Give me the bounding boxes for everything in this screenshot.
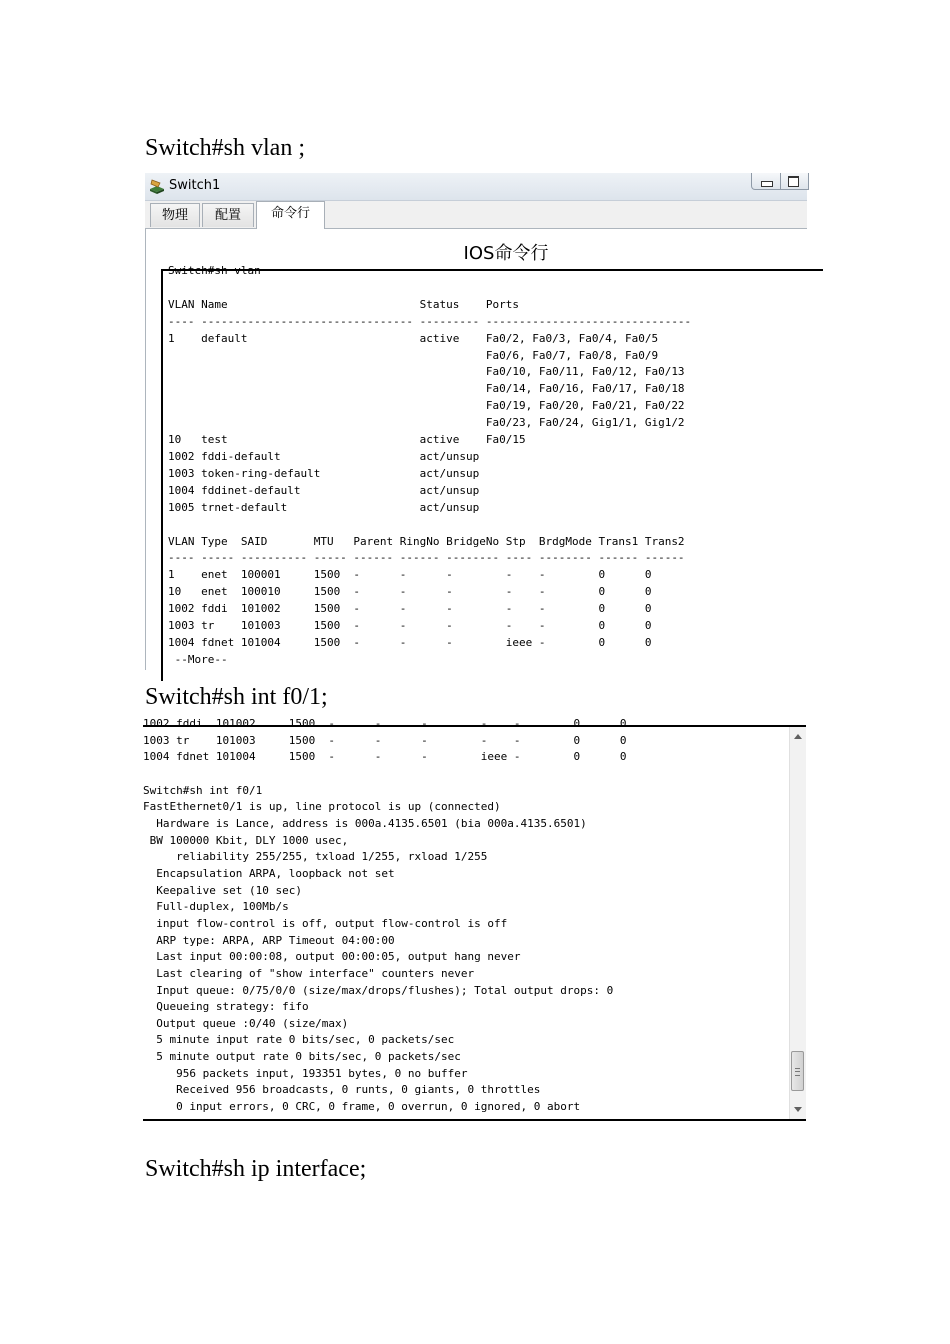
- console-line: 5 minute output rate 0 bits/sec, 0 packets/sec: [143, 1050, 461, 1064]
- scroll-down-arrow-icon[interactable]: [794, 1107, 802, 1112]
- console-line: Queueing strategy: fifo: [143, 1000, 309, 1014]
- terminal-line: Switch#sh vlan: [168, 264, 261, 277]
- terminal-line: ---- ----- ---------- ----- ------ ------ -------- ---- -------- ------ ------: [168, 551, 685, 565]
- console-line: Hardware is Lance, address is 000a.4135.6501 (bia 000a.4135.6501): [143, 816, 587, 830]
- panel-title: IOS命令行: [463, 243, 549, 264]
- console-line: Encapsulation ARPA, loopback not set: [143, 866, 395, 880]
- switch1-window: [145, 173, 807, 670]
- tab-cli[interactable]: 命令行: [256, 201, 325, 229]
- heading-sh-ip-interface: Switch#sh ip interface;: [145, 1156, 367, 1182]
- scroll-up-arrow-icon[interactable]: [794, 734, 802, 739]
- console-line: 1004 fdnet 101004 1500 - - - ieee - 0 0: [143, 750, 627, 764]
- console-line: Received 956 broadcasts, 0 runts, 0 giants, 0 throttles: [143, 1083, 541, 1097]
- tab-bar: [145, 201, 807, 229]
- vertical-scrollbar[interactable]: [789, 727, 806, 1119]
- terminal-line: 10 test active Fa0/15: [168, 433, 526, 447]
- terminal-line: --More--: [168, 652, 228, 666]
- console-line: Input queue: 0/75/0/0 (size/max/drops/flushes); Total output drops: 0: [143, 983, 614, 997]
- packet-tracer-switch-icon: [148, 177, 166, 195]
- console-line: reliability 255/255, txload 1/255, rxload 1/255: [143, 850, 488, 864]
- terminal-output: [168, 263, 691, 669]
- window-title: Switch1: [169, 178, 221, 193]
- heading-sh-vlan: Switch#sh vlan ;: [145, 135, 305, 161]
- ios-terminal[interactable]: [161, 264, 823, 681]
- terminal-line: Fa0/19, Fa0/20, Fa0/21, Fa0/22: [168, 399, 685, 413]
- terminal-line: 1004 fddinet-default act/unsup: [168, 483, 480, 497]
- maximize-button[interactable]: [780, 173, 809, 190]
- terminal-line: 1 default active Fa0/2, Fa0/3, Fa0/4, Fa0/5: [168, 331, 659, 345]
- terminal-line: ---- -------------------------------- --------- -------------------------------: [168, 314, 692, 328]
- terminal-line: 1003 token-ring-default act/unsup: [168, 466, 480, 480]
- terminal-line: 1 enet 100001 1500 - - - - - 0 0: [168, 568, 652, 582]
- terminal-line: Fa0/6, Fa0/7, Fa0/8, Fa0/9: [168, 348, 659, 362]
- console-line: input flow-control is off, output flow-control is off: [143, 916, 508, 930]
- console-line: Switch#sh int f0/1: [143, 783, 263, 797]
- terminal-line: 1005 trnet-default act/unsup: [168, 500, 480, 514]
- terminal-line: 1002 fddi-default act/unsup: [168, 449, 480, 463]
- console-line: BW 100000 Kbit, DLY 1000 usec,: [143, 833, 349, 847]
- console-line: ARP type: ARPA, ARP Timeout 04:00:00: [143, 933, 395, 947]
- console-line: Last input 00:00:08, output 00:00:05, output hang never: [143, 950, 521, 964]
- console-line: 5 minute input rate 0 bits/sec, 0 packets/sec: [143, 1033, 455, 1047]
- terminal-line: VLAN Type SAID MTU Parent RingNo BridgeNo Stp BrdgMode Trans1 Trans2: [168, 534, 685, 548]
- terminal-line: Fa0/23, Fa0/24, Gig1/1, Gig1/2: [168, 416, 685, 430]
- console-line: 1002 fddi 101002 1500 - - - - - 0 0: [143, 717, 627, 730]
- terminal-line: Fa0/10, Fa0/11, Fa0/12, Fa0/13: [168, 365, 685, 379]
- scroll-thumb[interactable]: [791, 1051, 804, 1091]
- console-line: Keepalive set (10 sec): [143, 883, 302, 897]
- terminal-line: VLAN Name Status Ports: [168, 297, 519, 311]
- console-line: Last clearing of "show interface" counters never: [143, 966, 475, 980]
- heading-sh-int: Switch#sh int f0/1;: [145, 684, 328, 710]
- console-line: Full-duplex, 100Mb/s: [143, 900, 289, 914]
- console-line: 956 packets input, 193351 bytes, 0 no buffer: [143, 1066, 468, 1080]
- console-line: FastEthernet0/1 is up, line protocol is up (connected): [143, 800, 501, 814]
- cli-panel: [145, 229, 808, 670]
- tab-physical[interactable]: 物理: [150, 203, 200, 227]
- console-line: Output queue :0/40 (size/max): [143, 1016, 349, 1030]
- terminal-line: 1002 fddi 101002 1500 - - - - - 0 0: [168, 602, 652, 616]
- title-bar: [145, 173, 807, 201]
- minimize-button[interactable]: [751, 173, 781, 190]
- console-line: 1003 tr 101003 1500 - - - - - 0 0: [143, 733, 627, 747]
- terminal-line: 1003 tr 101003 1500 - - - - - 0 0: [168, 619, 652, 633]
- console-output-window[interactable]: [143, 717, 806, 1121]
- console-output: [143, 716, 626, 1116]
- tab-config[interactable]: 配置: [202, 203, 254, 227]
- terminal-line: 1004 fdnet 101004 1500 - - - ieee - 0 0: [168, 635, 652, 649]
- terminal-line: Fa0/14, Fa0/16, Fa0/17, Fa0/18: [168, 382, 685, 396]
- terminal-line: 10 enet 100010 1500 - - - - - 0 0: [168, 585, 652, 599]
- console-line: 0 input errors, 0 CRC, 0 frame, 0 overrun, 0 ignored, 0 abort: [143, 1100, 581, 1114]
